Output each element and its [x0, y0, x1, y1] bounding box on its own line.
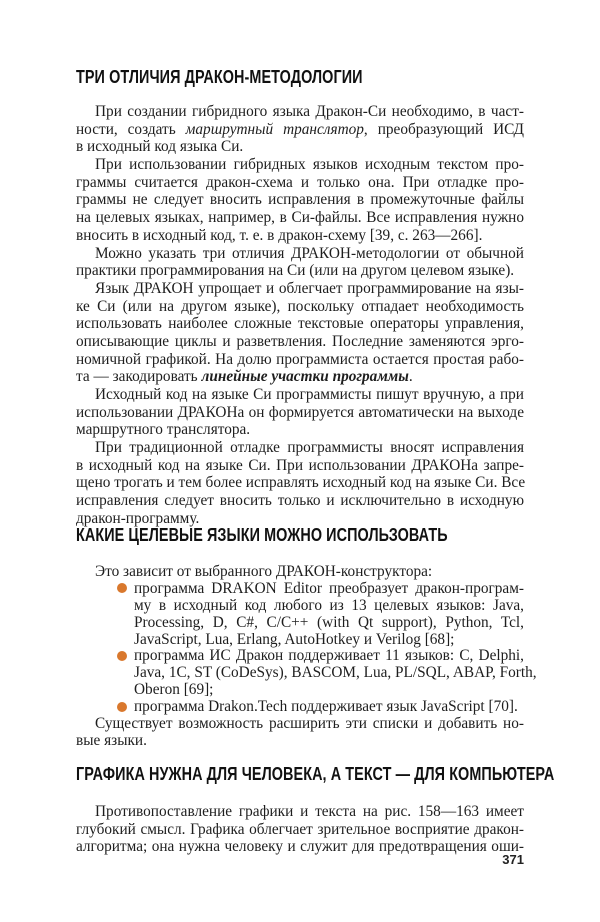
text-line: граммы не следует вносить исправления в промежуточные файлы — [76, 191, 524, 209]
emphasis-text: маршрутный транслятор — [185, 120, 364, 138]
bullet-icon — [117, 702, 127, 712]
text-line: на целевых языках, например, в Си-файлы. Все исправления нужно — [76, 209, 524, 227]
paragraph — [76, 439, 524, 527]
text-line: Существует возможность расширить эти списки и добавить но- — [95, 715, 524, 733]
text-line: При использовании гибридных языков исходным текстом про- — [95, 156, 524, 174]
section-heading: КАКИЕ ЦЕЛЕВЫЕ ЯЗЫКИ МОЖНО ИСПОЛЬЗОВАТЬ — [76, 525, 448, 545]
bullet-icon — [117, 651, 127, 661]
text-line: Исходный код на языке Си программисты пишут вручную, а при — [95, 386, 524, 403]
section-three-differences — [76, 66, 524, 528]
list-item — [134, 581, 524, 649]
text-run: , преобразующий ИСД — [363, 120, 524, 138]
text-line: При традиционной отладке программисты вносят исправления — [95, 439, 524, 457]
text-line: JavaScript, Lua, Erlang, AutoHotkey и Verilog [68]; — [134, 630, 455, 648]
text-line: программа Drakon.Tech поддерживает язык JavaScript [70]. — [134, 698, 518, 716]
paragraph — [76, 564, 524, 581]
text-line: му в исходный код любого из 13 целевых языков: Java, — [134, 596, 524, 614]
text-line: вносить в исходный код, т. е. в дракон-схему [39, с. 263—266]. — [76, 226, 483, 244]
paragraph — [76, 103, 524, 156]
list-item — [134, 647, 537, 699]
text-line: использовать наиболее сложные текстовые операторы управления, — [76, 315, 524, 333]
text-line: алгоритма; она нужна человеку и служит для предотвращения оши- — [76, 838, 524, 855]
text-run: та — закодировать — [76, 368, 202, 386]
bullet-icon — [117, 583, 127, 593]
text-line: глубокий смысл. Графика облегчает зрительное восприятие дракон- — [76, 820, 524, 838]
text-line: щено трогать и тем более исправлять исходный код на языке Си. Все — [76, 474, 526, 492]
section-graphics-vs-text — [76, 763, 555, 856]
text-line: Можно указать три отличия ДРАКОН-методологии от обычной — [95, 244, 524, 262]
text-line: Противопоставление графики и текста на рис. 158—163 имеет — [95, 803, 524, 820]
text-line: в исходный код языка Си. — [76, 138, 244, 156]
text-line: в исходный код на языке Си. При использовании ДРАКОНа запре- — [76, 456, 524, 474]
text-line: программа ИС Дракон поддерживает 11 языков: C, Delphi, — [134, 647, 524, 665]
text-run: ности, создать — [76, 120, 186, 138]
text-line — [76, 121, 524, 139]
section-target-languages — [76, 524, 537, 750]
text-line: Java, 1C, ST (CoDeSys), BASCOM, Lua, PL/SQL, ABAP, Forth, — [134, 664, 537, 682]
text-line: Processing, D, C#, C/C++ (with Qt support), Python, Tcl, — [134, 613, 524, 631]
text-line: исправления следует вносить только и исключительно в исходную — [76, 492, 524, 510]
text-run: . — [408, 368, 413, 386]
text-line: ке Си (или на другом языке), поскольку отпадает необходимость — [76, 297, 524, 315]
text-line: описывающие циклы и разветвления. Последние заменяются эрго- — [76, 332, 524, 350]
paragraph — [76, 280, 524, 386]
section-heading: ГРАФИКА НУЖНА ДЛЯ ЧЕЛОВЕКА, А ТЕКСТ — ДЛЯ КОМПЬЮТЕРА — [76, 764, 555, 784]
list-item — [134, 699, 524, 716]
text-line: Oberon [69]; — [134, 681, 214, 699]
section-heading: ТРИ ОТЛИЧИЯ ДРАКОН-МЕТОДОЛОГИИ — [76, 67, 363, 87]
paragraph — [76, 803, 524, 856]
text-line: маршрутного транслятора. — [76, 421, 251, 439]
text-line: программа DRAKON Editor преобразует дракон-програм- — [134, 579, 524, 597]
paragraph — [76, 245, 524, 280]
text-line: При создании гибридного языка Дракон-Си необходимо, в част- — [95, 103, 524, 120]
text-line: Это зависит от выбранного ДРАКОН-конструктора: — [95, 563, 433, 580]
paragraph — [76, 716, 524, 750]
text-line: Язык ДРАКОН упрощает и облегчает программирование на язы- — [95, 279, 524, 297]
paragraph — [76, 386, 524, 439]
paragraph — [76, 156, 524, 244]
text-line: дракон-программу. — [76, 509, 200, 527]
page-number: 371 — [502, 852, 524, 867]
text-line: практики программирования на Си (или на другом целевом языке). — [76, 262, 515, 280]
text-line — [76, 368, 524, 386]
text-line: номичной графикой. На долю программиста остается простая рабо- — [76, 350, 524, 368]
text-line: использовании ДРАКОНа он формируется автоматически на выходе — [76, 403, 524, 421]
text-line: вые языки. — [76, 731, 147, 749]
text-line: граммы считается дракон-схема и только она. При отладке про- — [76, 173, 524, 191]
emphasis-text: линейные участки программы — [201, 368, 409, 386]
